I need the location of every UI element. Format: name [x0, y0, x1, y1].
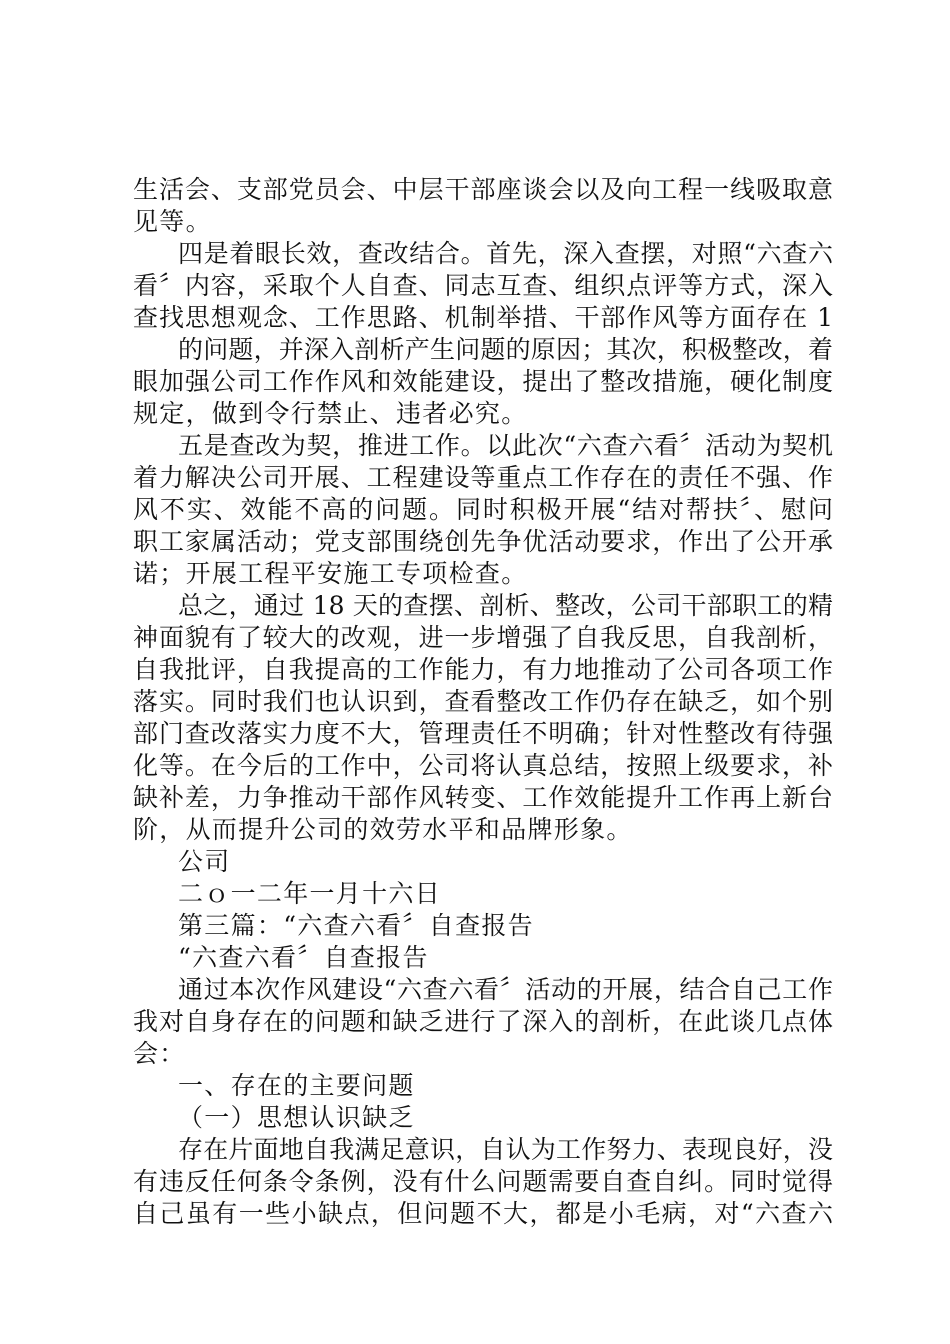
- text-line: 部门查改落实力度不大，管理责任不明确；针对性整改有待强: [133, 719, 833, 748]
- text-line: 风不实、效能不高的问题。同时积极开展“结对帮扶〞、慰问: [133, 495, 833, 524]
- subheading: （一）思想认识缺乏: [178, 1103, 415, 1132]
- text-line: 规定，做到令行禁止、违者必究。: [133, 399, 528, 428]
- subheading: 一、存在的主要问题: [178, 1071, 415, 1100]
- text-line: 有违反任何条令条例，没有什么问题需要自查自纠。同时觉得: [133, 1167, 833, 1196]
- text-line: 的问题，并深入剖析产生问题的原因；其次，积极整改，着: [178, 335, 833, 364]
- text-line: 缺补差，力争推动干部作风转变、工作效能提升工作再上新台: [133, 783, 833, 812]
- text-line: 职工家属活动；党支部围绕创先争优活动要求，作出了公开承: [133, 527, 833, 556]
- text-line: 生活会、支部党员会、中层干部座谈会以及向工程一线吸取意: [133, 175, 833, 204]
- text-line: 诺；开展工程平安施工专项检查。: [133, 559, 528, 588]
- text-line: 落实。同时我们也认识到，查看整改工作仍存在缺乏，如个别: [133, 687, 833, 716]
- text-line: 见等。: [133, 207, 212, 236]
- text-line: 眼加强公司工作作风和效能建设，提出了整改措施，硬化制度: [133, 367, 833, 396]
- signature-date: 二ｏ一二年一月十六日: [178, 879, 442, 908]
- text-line: 阶，从而提升公司的效劳水平和品牌形象。: [133, 815, 633, 844]
- text-line: 化等。在今后的工作中，公司将认真总结，按照上级要求，补: [133, 751, 833, 780]
- signature-company: 公司: [178, 847, 231, 876]
- text-line: 自我批评，自我提高的工作能力，有力地推动了公司各项工作: [133, 655, 833, 684]
- text-line: 通过本次作风建设“六查六看〞活动的开展，结合自己工作: [178, 975, 833, 1004]
- text-line: 存在片面地自我满足意识，自认为工作努力、表现良好，没: [178, 1135, 833, 1164]
- text-line: 总之，通过 18 天的查摆、剖析、整改，公司干部职工的精: [178, 591, 833, 620]
- text-line: 自己虽有一些小缺点，但问题不大，都是小毛病，对“六查六: [133, 1199, 833, 1228]
- text-line: 我对自身存在的问题和缺乏进行了深入的剖析，在此谈几点体: [133, 1007, 833, 1036]
- text-line: 着力解决公司开展、工程建设等重点工作存在的责任不强、作: [133, 463, 833, 492]
- text-line: 五是查改为契，推进工作。以此次“六查六看〞活动为契机: [178, 431, 833, 460]
- text-line: 会：: [133, 1039, 186, 1068]
- text-line: 四是着眼长效，查改结合。首先，深入查摆，对照“六查六: [178, 239, 833, 268]
- text-line: 神面貌有了较大的改观，进一步增强了自我反思，自我剖析，: [133, 623, 833, 652]
- report-title: “六查六看〞自查报告: [178, 943, 429, 972]
- text-line: 查找思想观念、工作思路、机制举措、干部作风等方面存在 1: [133, 303, 833, 332]
- text-line: 看〞内容，采取个人自查、同志互查、组织点评等方式，深入: [133, 271, 833, 300]
- section-heading: 第三篇：“六查六看〞自查报告: [178, 911, 534, 940]
